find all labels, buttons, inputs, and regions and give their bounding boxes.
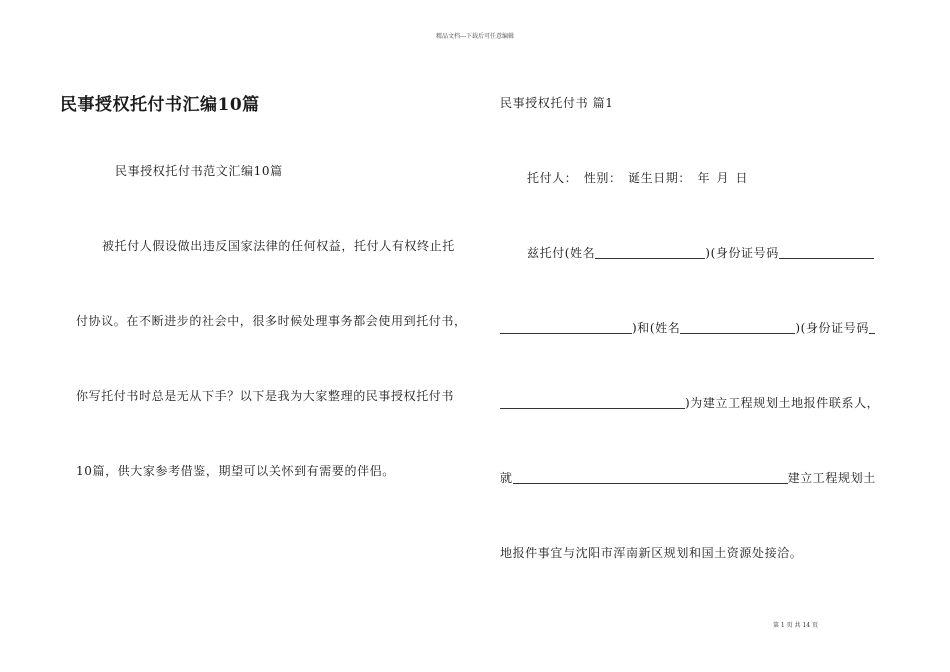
entrust-name-label: 兹托付(姓名 (527, 246, 596, 260)
page-number: 第 1 页 共 14 页 (773, 622, 818, 629)
right-line-2 (527, 244, 874, 261)
contact-person-text: )为建立工程规划土地报件联系人， (685, 396, 880, 410)
regarding-label: 就 (500, 471, 513, 485)
project-blank[interactable] (513, 471, 788, 484)
right-line-6: 地报件事宜与沈阳市浑南新区规划和国土资源处接洽。 (500, 546, 803, 560)
header-note: 精品文档---下载后可任意编辑 (435, 33, 515, 40)
left-paragraph-line-1: 被托付人假设做出违反国家法律的任何权益，托付人有权终止托 (102, 239, 455, 253)
id-number-label-2: )(身份证号码 (795, 321, 869, 335)
right-line-3 (500, 319, 875, 336)
right-section-title: 民事授权托付书 篇1 (500, 96, 614, 110)
document-title: 民事授权托付书汇编10篇 (60, 95, 260, 115)
id-number-label-1: )(身份证号码 (705, 246, 779, 260)
id-blank-1-cont[interactable] (500, 321, 632, 334)
second-name-label: )和(姓名 (632, 321, 681, 335)
id-blank-1[interactable] (779, 246, 874, 259)
name-blank-2[interactable] (680, 321, 795, 334)
name-blank-1[interactable] (595, 246, 705, 259)
project-planning-text: 建立工程规划土 (787, 471, 876, 485)
id-blank-2[interactable] (869, 321, 875, 334)
right-line-4 (500, 394, 879, 411)
id-blank-2-cont[interactable] (500, 396, 685, 409)
right-line-5 (500, 469, 876, 486)
right-fields-line: 托付人： 性别： 诞生日期： 年 月 日 (527, 171, 749, 185)
left-paragraph-line-2: 付协议。在不断进步的社会中，很多时候处理事务都会使用到托付书， (76, 314, 467, 328)
left-subtitle: 民事授权托付书范文汇编10篇 (115, 164, 283, 178)
left-paragraph-line-3: 你写托付书时总是无从下手？以下是我为大家整理的民事授权托付书 (76, 389, 455, 403)
left-paragraph-line-4: 10篇，供大家参考借鉴，期望可以关怀到有需要的伴侣。 (76, 464, 395, 478)
